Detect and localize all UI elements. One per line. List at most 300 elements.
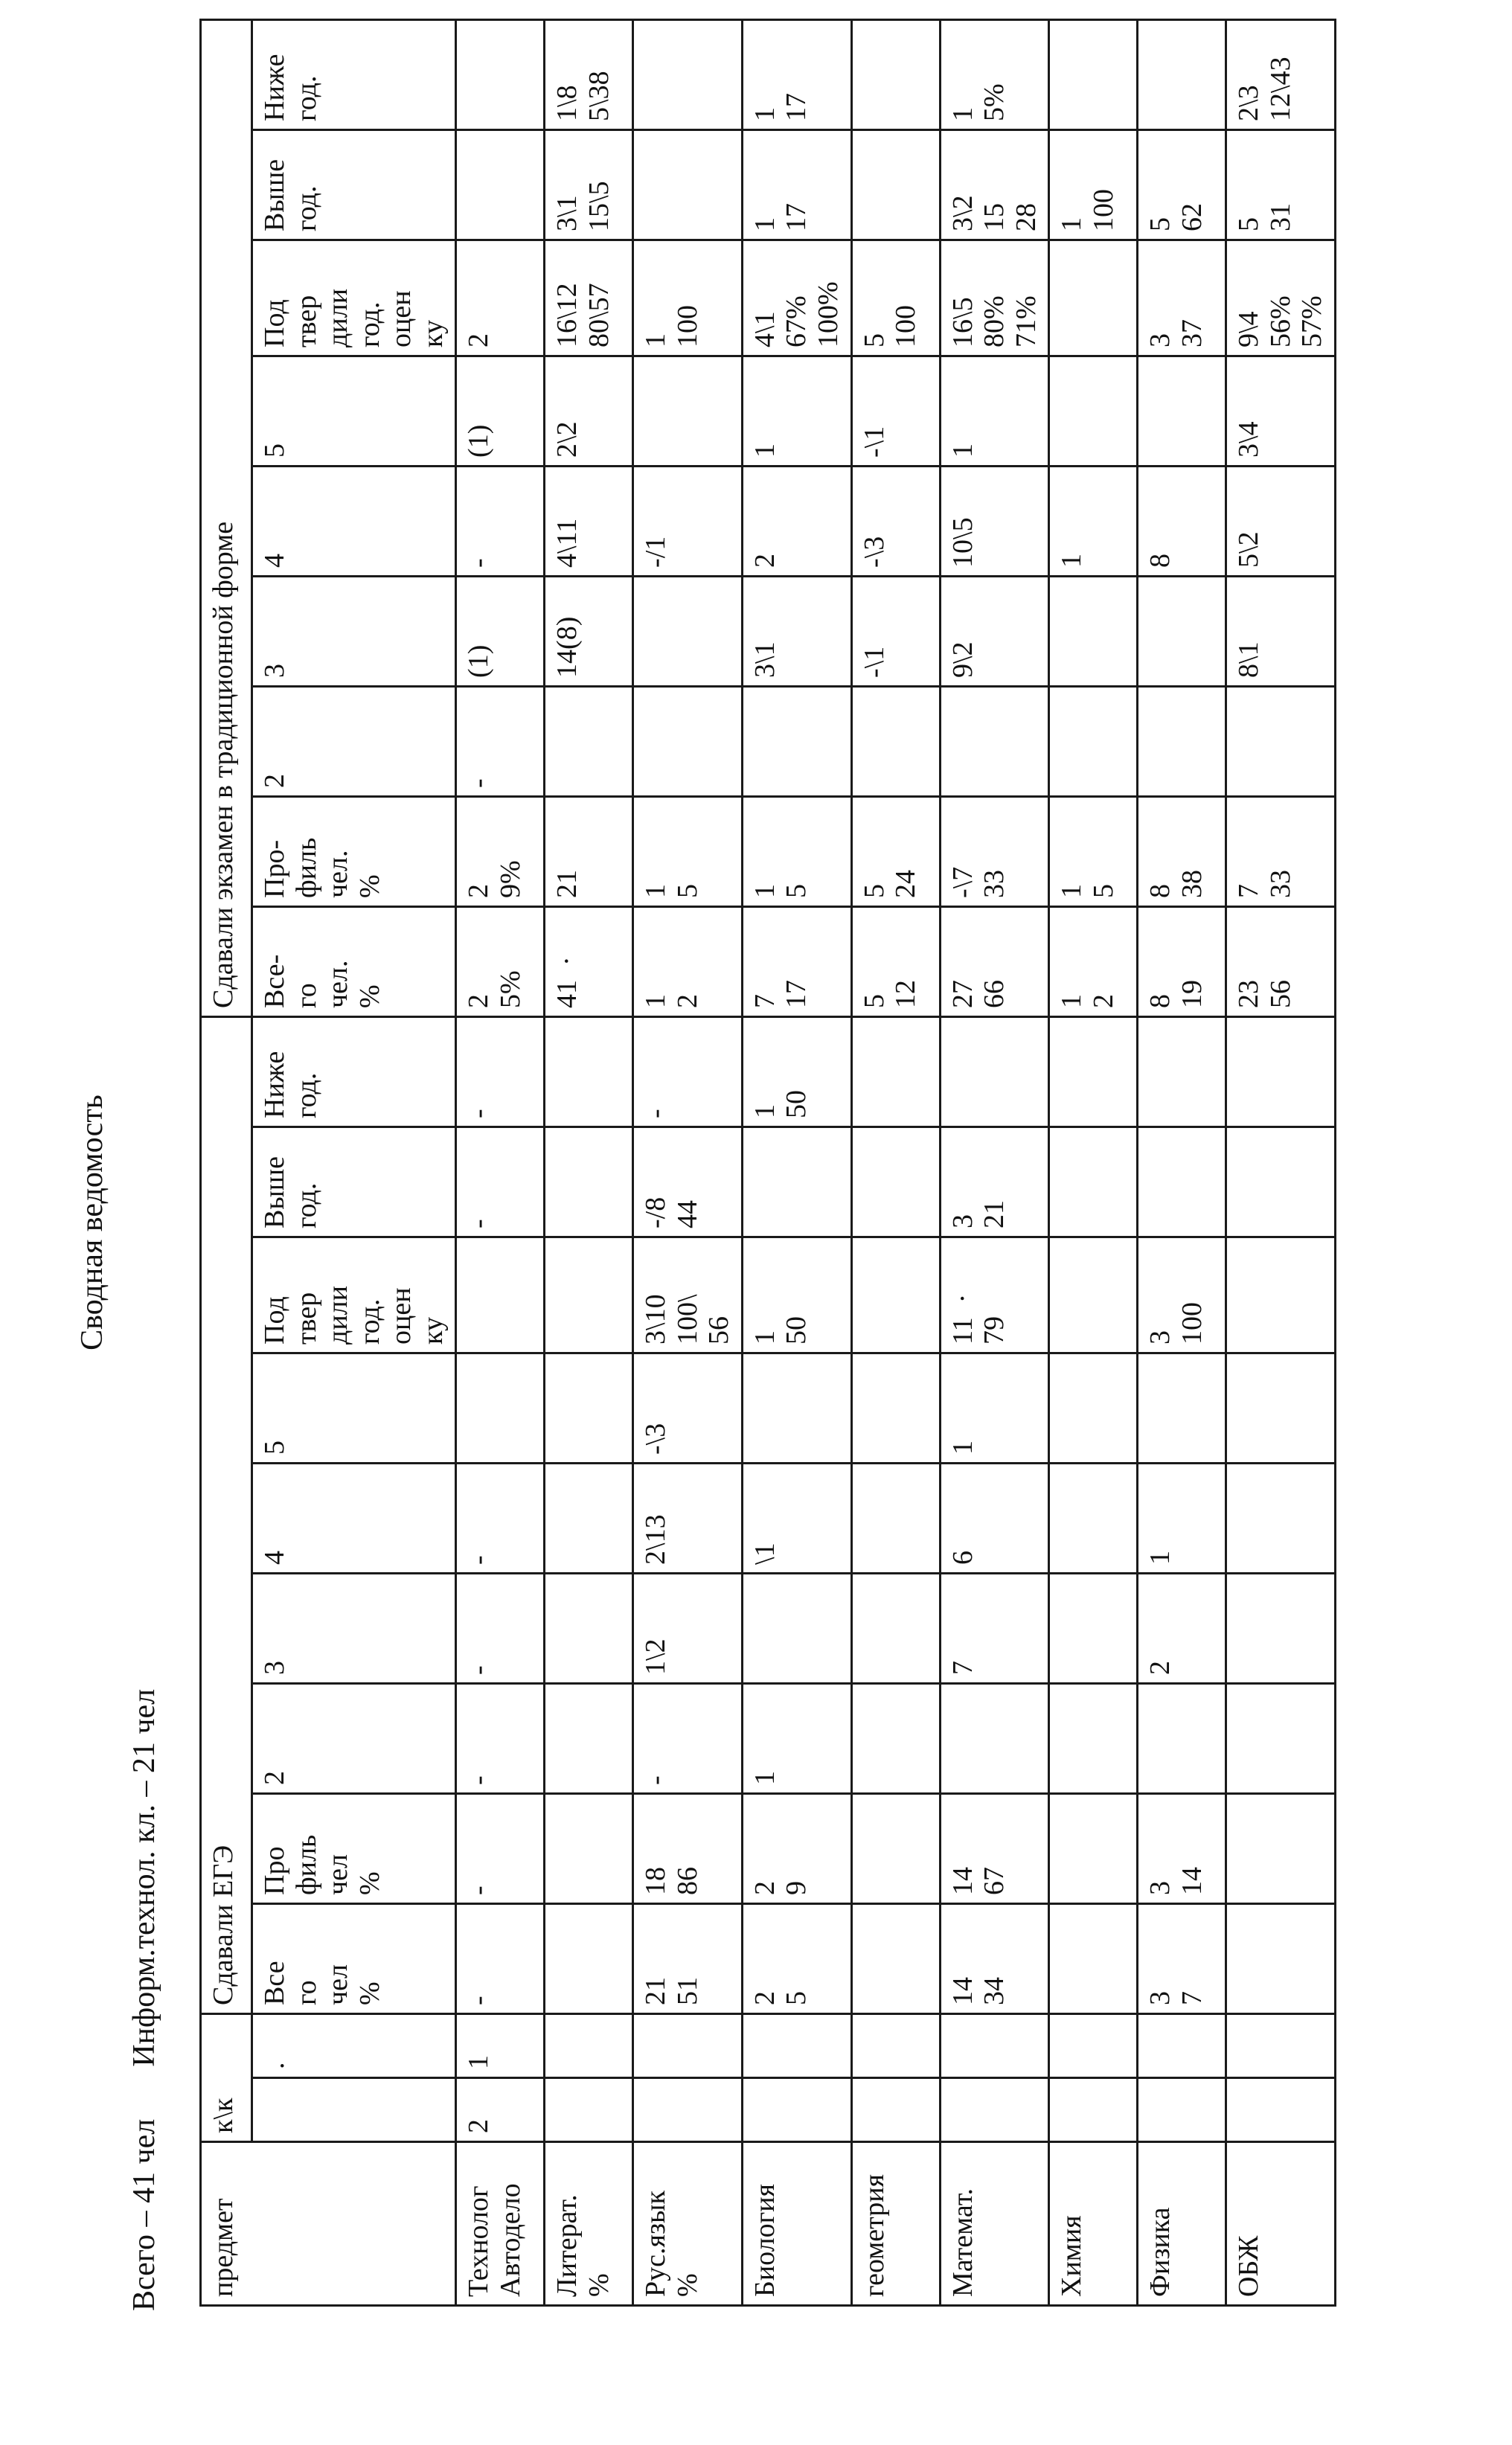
cell-line: -\1	[858, 646, 890, 678]
ege-cell	[1049, 1353, 1138, 1463]
cell-line: 1\2	[640, 1638, 672, 1675]
trad-cell	[1226, 686, 1336, 796]
trad-cell	[456, 356, 545, 466]
trad-cell	[851, 129, 940, 240]
cell-line: 7	[946, 1660, 978, 1675]
cell-line: 16\12	[551, 283, 583, 347]
ege-cell	[1138, 1903, 1226, 2013]
trad-cell	[545, 356, 633, 466]
ege-cell	[456, 1353, 545, 1463]
ege-cell	[545, 1237, 633, 1353]
subject-cell	[456, 2142, 545, 2306]
table-row	[1049, 19, 1138, 2305]
ege-cell	[742, 1016, 851, 1127]
cell-line: -	[640, 1775, 672, 1785]
header-kk: к\к	[201, 2013, 252, 2141]
ege-cell	[940, 1793, 1049, 1903]
cell-line: 33	[1264, 869, 1296, 898]
ege-cell	[1049, 1016, 1138, 1127]
ege-cell	[940, 1903, 1049, 2013]
cell-line: 1	[463, 2055, 495, 2069]
summary-body	[456, 19, 1336, 2305]
trad-cell	[851, 240, 940, 356]
cell-line: 3	[1144, 333, 1176, 347]
cell-line: 67%	[781, 295, 813, 347]
ege-cell	[545, 1016, 633, 1127]
cell-line: чел	[322, 1854, 354, 1895]
cell-line: -	[640, 1109, 672, 1118]
cell-line: -	[463, 1885, 495, 1895]
ege-cell	[1138, 1683, 1226, 1793]
header-row-groups	[201, 19, 252, 2305]
kk-cell	[1138, 2078, 1226, 2142]
cell-line: -	[463, 1775, 495, 1785]
subject-cell	[940, 2142, 1049, 2306]
cell-line: 100\	[671, 1294, 703, 1345]
cell-line: 33	[978, 869, 1010, 898]
cell-line: 1	[749, 1103, 781, 1118]
trad-cell	[633, 356, 743, 466]
trad-cell	[742, 19, 851, 129]
class-students: Информ.технол. кл. – 21 чел	[127, 1688, 161, 2067]
cell-line: 38	[1176, 869, 1208, 898]
cell-line: 2	[749, 553, 781, 568]
trad-cell	[851, 906, 940, 1016]
ege-cell	[633, 1016, 743, 1127]
cell-line: 56%	[1264, 295, 1296, 347]
cell-line: 56	[1264, 979, 1296, 1008]
trad-cell	[851, 356, 940, 466]
ege-cell	[633, 1683, 743, 1793]
cell-line: 1	[946, 443, 978, 458]
cell-line: Физика	[1144, 2207, 1176, 2297]
cell-line: 2\13	[640, 1514, 672, 1565]
cell-line: -	[463, 1109, 495, 1118]
cell-line: оцен	[385, 290, 417, 347]
cell-line: 3	[946, 1214, 978, 1228]
trad-cell	[1226, 796, 1336, 906]
cell-line: 41 ·	[551, 956, 583, 1008]
trad-cell	[1049, 796, 1138, 906]
cell-line: 3\2	[946, 195, 978, 231]
trad-cell	[742, 466, 851, 576]
cell-line: 56	[703, 1316, 735, 1345]
cell-line: 100	[890, 304, 922, 347]
kk-cell	[456, 2013, 545, 2077]
ege-cell	[940, 1573, 1049, 1683]
cell-line: 3\1	[551, 195, 583, 231]
kk-cell	[742, 2013, 851, 2077]
cell-line: 1	[1056, 993, 1088, 1008]
document-subtitle	[126, 1689, 162, 2311]
cell-line: Выше	[259, 1156, 290, 1228]
cell-line: 14	[946, 1976, 978, 2005]
table-row	[1138, 19, 1226, 2305]
cell-line: 50	[781, 1089, 813, 1118]
ege-cell	[633, 1573, 743, 1683]
trad-cell	[1049, 906, 1138, 1016]
cell-line: 2\3	[1233, 85, 1265, 121]
subject-cell	[1226, 2142, 1336, 2306]
cell-line: 5\38	[583, 71, 615, 121]
trad-cell	[456, 906, 545, 1016]
trad-cell	[1138, 356, 1226, 466]
header-ege-group: Сдавали ЕГЭ	[201, 1016, 252, 2013]
trad-cell	[1049, 19, 1138, 129]
trad-cell	[940, 19, 1049, 129]
cell-line: %	[353, 1981, 385, 2005]
kk-cell	[940, 2078, 1049, 2142]
trad-cell	[545, 686, 633, 796]
ege-cell	[1138, 1237, 1226, 1353]
cell-line: 8\1	[1233, 641, 1265, 678]
trad-cell	[633, 796, 743, 906]
cell-line: ку	[417, 1317, 449, 1345]
trad-cell	[545, 796, 633, 906]
cell-line: 28	[1010, 202, 1042, 231]
ege-cell	[633, 1793, 743, 1903]
ege-cell	[1226, 1237, 1336, 1353]
ege-cell	[940, 1127, 1049, 1237]
cell-line: 5	[781, 1990, 813, 2005]
trad-cell	[1049, 356, 1138, 466]
cell-line: чел.	[322, 960, 354, 1008]
cell-line: 1	[749, 1770, 781, 1785]
kk-cell	[1049, 2078, 1138, 2142]
ege-cell	[851, 1573, 940, 1683]
cell-line: 3\10	[640, 1294, 672, 1345]
header-trad-col-7	[252, 129, 456, 240]
ege-cell	[456, 1463, 545, 1573]
cell-line: 27	[946, 979, 978, 1008]
cell-line: 79	[978, 1316, 1010, 1345]
cell-line: 5	[858, 333, 890, 347]
trad-cell	[940, 796, 1049, 906]
cell-line: 9	[781, 1880, 813, 1895]
cell-line: 5	[671, 883, 703, 898]
document-title: Сводная ведомость	[75, 1095, 109, 1350]
cell-line: 2	[463, 2119, 495, 2133]
cell-line: 86	[671, 1866, 703, 1895]
ege-cell	[851, 1016, 940, 1127]
cell-line: филь	[290, 1834, 322, 1895]
trad-cell	[1049, 240, 1138, 356]
cell-line: 2	[463, 883, 495, 898]
cell-line: 5\2	[1233, 531, 1265, 568]
cell-line: Все	[259, 1961, 290, 2005]
cell-line: 5	[858, 883, 890, 898]
cell-line: 5	[259, 1440, 290, 1455]
subject-cell	[1049, 2142, 1138, 2306]
cell-line: 2	[259, 1770, 290, 1785]
header-trad-col-6	[252, 240, 456, 356]
cell-line: твер	[290, 295, 322, 347]
cell-line: чел.	[322, 850, 354, 898]
kk-cell	[742, 2078, 851, 2142]
cell-line: 62	[1176, 202, 1208, 231]
ege-cell	[1138, 1793, 1226, 1903]
trad-cell	[1138, 240, 1226, 356]
ege-cell	[456, 1016, 545, 1127]
ege-cell	[633, 1127, 743, 1237]
cell-line: 16\5	[946, 297, 978, 347]
cell-line: 18	[640, 1866, 672, 1895]
cell-line: 1	[946, 1440, 978, 1455]
cell-line: 11 ·	[946, 1293, 978, 1345]
trad-cell	[940, 906, 1049, 1016]
header-trad-col-5	[252, 356, 456, 466]
ege-cell	[456, 1573, 545, 1683]
header-trad-group: Сдавали экзамен в традиционной форме	[201, 19, 252, 1016]
cell-line: 4\11	[551, 518, 583, 568]
cell-line: 19	[1176, 979, 1208, 1008]
ege-cell	[633, 1237, 743, 1353]
header-ege-col-6	[252, 1237, 456, 1353]
trad-cell	[1226, 240, 1336, 356]
cell-line: год.	[290, 185, 322, 231]
ege-cell	[1049, 1463, 1138, 1573]
ege-cell	[1049, 1573, 1138, 1683]
ege-cell	[742, 1903, 851, 2013]
trad-cell	[1138, 19, 1226, 129]
table-row	[742, 19, 851, 2305]
ege-cell	[1138, 1463, 1226, 1573]
cell-line: 2	[749, 1880, 781, 1895]
cell-line: %	[353, 874, 385, 898]
trad-cell	[633, 906, 743, 1016]
cell-line: 4\1	[749, 311, 781, 347]
trad-cell	[456, 240, 545, 356]
cell-line: 80\57	[583, 283, 615, 347]
cell-line: 15	[978, 202, 1010, 231]
cell-line: 9%	[494, 860, 526, 898]
cell-line: 12	[890, 979, 922, 1008]
cell-line: Под	[259, 299, 290, 347]
trad-cell	[1138, 686, 1226, 796]
cell-line: 1	[749, 1330, 781, 1345]
trad-cell	[851, 466, 940, 576]
cell-line: -	[463, 1996, 495, 2005]
cell-line: 3	[1144, 1880, 1176, 1895]
table-row	[633, 19, 743, 2305]
ege-cell	[545, 1353, 633, 1463]
cell-line: 5%	[494, 970, 526, 1008]
subject-cell	[851, 2142, 940, 2306]
cell-line: %	[671, 2273, 703, 2297]
cell-line: 7	[749, 993, 781, 1008]
cell-line: 3	[259, 1660, 290, 1675]
cell-line: 2	[259, 773, 290, 788]
cell-line: 5	[858, 993, 890, 1008]
cell-line: 2	[1144, 1660, 1176, 1675]
cell-line: 1	[749, 443, 781, 458]
ege-cell	[1049, 1127, 1138, 1237]
header-ege-col-4	[252, 1463, 456, 1573]
cell-line: 21	[551, 869, 583, 898]
ege-cell	[940, 1683, 1049, 1793]
trad-cell	[456, 19, 545, 129]
header-ege-col-5	[252, 1353, 456, 1463]
ege-cell	[456, 1127, 545, 1237]
ege-cell	[742, 1127, 851, 1237]
header-row-columns	[252, 19, 456, 2305]
cell-line: 1	[1056, 217, 1088, 231]
cell-line: Под	[259, 1296, 290, 1345]
cell-line: 31	[1264, 202, 1296, 231]
cell-line: -	[463, 778, 495, 788]
trad-cell	[742, 240, 851, 356]
cell-line: 2	[463, 333, 495, 347]
ege-cell	[1138, 1016, 1226, 1127]
cell-line: 5	[259, 443, 290, 458]
kk-cell	[545, 2013, 633, 2077]
cell-line: 2\2	[551, 421, 583, 458]
cell-line: Про-	[259, 839, 290, 898]
cell-line: Про	[259, 1846, 290, 1895]
header-ege-col-3	[252, 1573, 456, 1683]
cell-line: 10\5	[946, 517, 978, 568]
ege-cell	[851, 1793, 940, 1903]
cell-line: 9\2	[946, 641, 978, 678]
cell-line: -	[463, 1219, 495, 1228]
cell-line: 23	[1233, 979, 1265, 1008]
ege-cell	[545, 1903, 633, 2013]
ege-cell	[742, 1573, 851, 1683]
cell-line: 5	[1087, 883, 1119, 898]
ege-cell	[851, 1463, 940, 1573]
cell-line: геометрия	[858, 2173, 890, 2297]
cell-line: 100%	[813, 281, 845, 347]
trad-cell	[545, 576, 633, 686]
cell-line: -\1	[858, 426, 890, 458]
cell-line: 2	[1087, 993, 1119, 1008]
cell-line: ОБЖ	[1233, 2235, 1265, 2297]
trad-cell	[545, 466, 633, 576]
header-ege-col-0	[252, 1903, 456, 2013]
trad-cell	[456, 466, 545, 576]
cell-line: 1	[640, 883, 672, 898]
cell-line: 6	[946, 1550, 978, 1565]
cell-line: Ниже	[259, 1051, 290, 1118]
cell-line: 17	[781, 979, 813, 1008]
trad-cell	[851, 576, 940, 686]
ege-cell	[545, 1127, 633, 1237]
cell-line: 44	[671, 1199, 703, 1228]
cell-line: (1)	[463, 644, 495, 678]
trad-cell	[1049, 576, 1138, 686]
cell-line: 100	[1087, 188, 1119, 231]
ege-cell	[1226, 1793, 1336, 1903]
cell-line: Автодело	[494, 2183, 526, 2297]
cell-line: -/8	[640, 1196, 672, 1228]
trad-cell	[545, 129, 633, 240]
cell-line: 34	[978, 1976, 1010, 2005]
trad-cell	[742, 356, 851, 466]
cell-line: 1\8	[551, 85, 583, 121]
trad-cell	[545, 19, 633, 129]
ege-cell	[545, 1463, 633, 1573]
trad-cell	[633, 129, 743, 240]
trad-cell	[1049, 129, 1138, 240]
kk-cell	[1226, 2078, 1336, 2142]
cell-line: 3\4	[1233, 421, 1265, 458]
header-ege-col-2	[252, 1683, 456, 1793]
ege-cell	[1138, 1353, 1226, 1463]
cell-line: 3\1	[749, 641, 781, 678]
kk-cell	[633, 2013, 743, 2077]
header-trad-col-4	[252, 466, 456, 576]
ege-cell	[1226, 1903, 1336, 2013]
table-row	[940, 19, 1049, 2305]
cell-line: 1	[640, 333, 672, 347]
trad-cell	[742, 576, 851, 686]
ege-cell	[633, 1903, 743, 2013]
trad-cell	[940, 466, 1049, 576]
kk-cell	[456, 2078, 545, 2142]
trad-cell	[1049, 466, 1138, 576]
cell-line: \1	[749, 1542, 781, 1565]
trad-cell	[742, 796, 851, 906]
ege-cell	[742, 1353, 851, 1463]
kk-cell	[851, 2013, 940, 2077]
trad-cell	[742, 906, 851, 1016]
cell-line: ку	[417, 320, 449, 347]
cell-line: 15\5	[583, 181, 615, 231]
ege-cell	[940, 1016, 1049, 1127]
header-ege-col-7	[252, 1127, 456, 1237]
cell-line: 14(8)	[551, 616, 583, 678]
trad-cell	[940, 356, 1049, 466]
ege-cell	[1138, 1573, 1226, 1683]
ege-cell	[851, 1903, 940, 2013]
trad-cell	[1138, 129, 1226, 240]
trad-cell	[851, 796, 940, 906]
cell-line: 12\43	[1264, 57, 1296, 121]
cell-line: год.	[290, 75, 322, 121]
cell-line: 24	[890, 869, 922, 898]
kk-cell	[633, 2078, 743, 2142]
cell-line: -\3	[640, 1423, 672, 1455]
header-trad-col-0	[252, 906, 456, 1016]
cell-line: 100	[1176, 1301, 1208, 1345]
cell-line: 8	[1144, 553, 1176, 568]
trad-cell	[545, 240, 633, 356]
cell-line: 3	[1144, 1330, 1176, 1345]
cell-line: Литерат.	[551, 2194, 583, 2297]
ege-cell	[851, 1127, 940, 1237]
ege-cell	[851, 1237, 940, 1353]
ege-cell	[1226, 1016, 1336, 1127]
header-ege-col-1	[252, 1793, 456, 1903]
table-row	[1226, 19, 1336, 2305]
ege-cell	[1226, 1353, 1336, 1463]
cell-line: год.	[353, 301, 385, 347]
trad-cell	[633, 686, 743, 796]
cell-line: 14	[946, 1866, 978, 1895]
cell-line: 1	[749, 106, 781, 121]
cell-line: го	[290, 983, 322, 1008]
cell-line: 37	[1176, 318, 1208, 347]
trad-cell	[1138, 576, 1226, 686]
trad-cell	[633, 19, 743, 129]
ege-cell	[456, 1237, 545, 1353]
trad-cell	[456, 576, 545, 686]
cell-line: чел	[322, 1964, 354, 2005]
cell-line: -	[463, 1665, 495, 1675]
cell-line: 4	[259, 1550, 290, 1565]
trad-cell	[1049, 686, 1138, 796]
header-kk-sub-1	[252, 2013, 456, 2077]
